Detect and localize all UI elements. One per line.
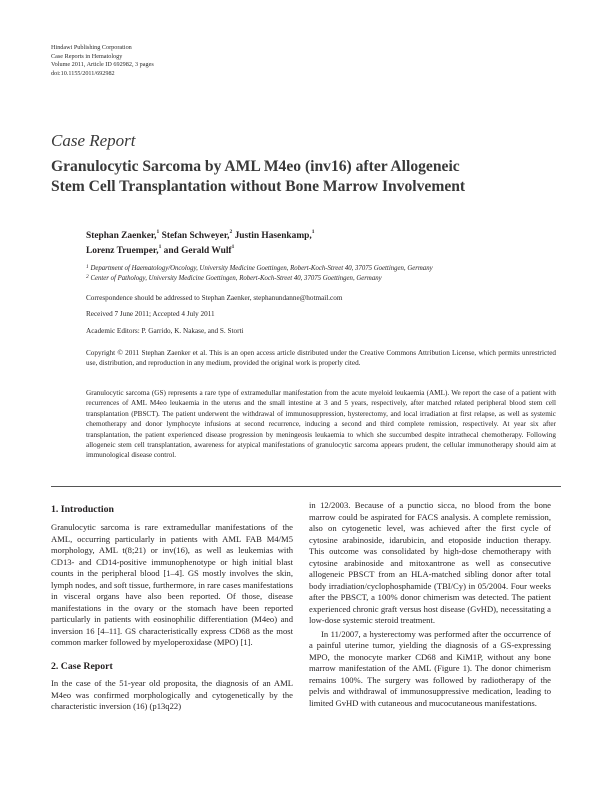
affiliation-mark: 1 [158,243,162,250]
case-paragraph-continued: in 12/2003. Because of a punctio sicca, no blood from the bone marrow could be aspirated for FACS analysis. A complete remission, also on cytogenetic level, was achieved after the first cycle of cytosine arabinoside, idarubicin, and etoposide induction therapy. This outcome was consolidated by high-dose chemotherapy with cytosine arabinoside and mitoxantrone as well as consecutive allogeneic PBSCT from an HLA-matched sibling donor after total body irradiation/cyclophosphamide (TBI/Cy) in 05/2004. Four weeks after the PBSCT, a 100% donor chimerism was detected. The patient experienced chronic graft versus host disease (GvHD), necessitating a low-dose systemic steroid treatment. [309,500,551,625]
author-name: Stephan Zaenker, [86,231,157,241]
case-paragraph-hysterectomy: In 11/2007, a hysterectomy was performed after the occurrence of a painful uterine tumor, yielding the diagnosis of a GS-expressing MPO, the monocyte marker CD68 and KiM1P, without any bone marrow manifestation of the AML (Figure 1). The donor chimerism remains 100%. The surgery was followed by radiotherapy of the pelvis and withdrawal of immunosuppressive medication, leading to limited GvHD with cutaneous and mucocutaneous manifestations. [309,628,551,708]
affiliation-mark: 1 [231,243,235,250]
affiliation-mark: 2 [229,229,233,235]
correspondence: Correspondence should be addressed to Stephan Zaenker, stephanundanne@hotmail.com [86,294,343,302]
case-report-paragraph: In the case of the 51-year old proposita, the diagnosis of an AML M4eo was confirmed morphologically and cytogenetically by the characteristic inversion (16) (p13q22) [51,678,293,711]
academic-editors: Academic Editors: P. Garrido, K. Nakase, and S. Storti [86,327,244,335]
affiliation-text: Center of Pathology, University Medicine Goettingen, Robert-Koch-Street 40, 37075 Goettingen, Germany [88,275,382,282]
author-name: Lorenz Truemper, [86,245,159,256]
journal-name: Case Reports in Hematology [51,52,123,60]
article-type: Case Report [51,131,136,150]
authors-line-1 [86,229,556,244]
abstract: Granulocytic sarcoma (GS) represents a rare type of extramedullar manifestation from the acute myeloid leukaemia (AML). We report the case of a patient with recurrences of AML M4eo leukaemia in the uterus and the small intestine at 3 and 5 years, respectively, after matched related peripheral blood stem cell transplantation (PBSCT). The patient underwent the withdrawal of immunosuppression, hysterectomy, and local irradiation at first relapse, as well as systemic chemotherapy and donor lymphocyte infusions at second recurrence, inducing a second and third complete remission, respectively. At year six after transplantation, the patient experienced disease progression by meningeosis leukaemia to which she succumbed despite intrathecal chemotherapy. Following allogeneic stem cell transplantation, awareness for atypical manifestations of granulocytic sarcoma appears prudent, the cellular immunotherapy should aim at immunological disease control. [86,389,556,460]
article-title [51,157,561,196]
volume-info: Volume 2011, Article ID 692982, 3 pages [51,61,154,69]
introduction-heading: 1. Introduction [51,504,114,515]
title-line-1: Granulocytic Sarcoma by AML M4eo (inv16) after Allogeneic [51,158,460,175]
affiliation-text: Department of Haematology/Oncology, University Medicine Goettingen, Robert-Koch-Street 40, 37075 Goettingen, Germany [88,265,433,272]
doi[interactable]: doi:10.1155/2011/692982 [51,69,115,77]
introduction-paragraph: Granulocytic sarcoma is rare extramedullar manifestations of the AML, occurring particularly in patients with AML FAB M4/M5 morphology, AML t(8;21) or inv(16), as well as leukemias with CD13- and CD14-positive immunophenotype or high initial blast counts in the peripheral blood [1–4]. GS mostly involves the skin, lymph nodes, and soft tissue, furthermore, in rare cases manifestations in visceral organs have also been reported. Of those, disease manifestations in the ovary or the stomach have been reported particularly in patients with eosinophilic differentiation (M4eo) and inversion 16 [4–11]. GS characteristically express CD68 as the most common marker followed by myeloperoxidase (MPO) [1]. [51,522,293,647]
journal-header [51,44,154,78]
author-name: and Gerald Wulf [161,245,232,256]
copyright-notice: Copyright © 2011 Stephan Zaenker et al. This is an open access article distributed under the Creative Commons Attribution License, which permits unrestricted use, distribution, and reproduction in any medium, provided the original work is properly cited. [86,349,556,368]
author-name: Justin Hasenkamp, [232,231,312,241]
affiliations [86,264,566,284]
case-report-text [51,678,293,713]
affiliation-mark: 1 [311,229,315,235]
affiliation-mark: 1 [156,229,160,235]
affiliation-2 [86,274,566,284]
affiliation-number: 1 [86,264,89,270]
affiliation-1 [86,264,566,274]
introduction-text [51,522,293,649]
right-column [309,500,551,709]
author-name: Stefan Schweyer, [159,231,230,241]
title-line-2: Stem Cell Transplantation without Bone Marrow Involvement [51,177,466,195]
affiliation-number: 2 [86,274,89,280]
authors-line-2 [86,244,556,259]
case-report-heading: 2. Case Report [51,661,113,672]
author-list [86,229,556,258]
section-divider [51,486,561,487]
publisher: Hindawi Publishing Corporation [51,44,132,51]
received-date: Received 7 June 2011; Accepted 4 July 2011 [86,310,215,318]
